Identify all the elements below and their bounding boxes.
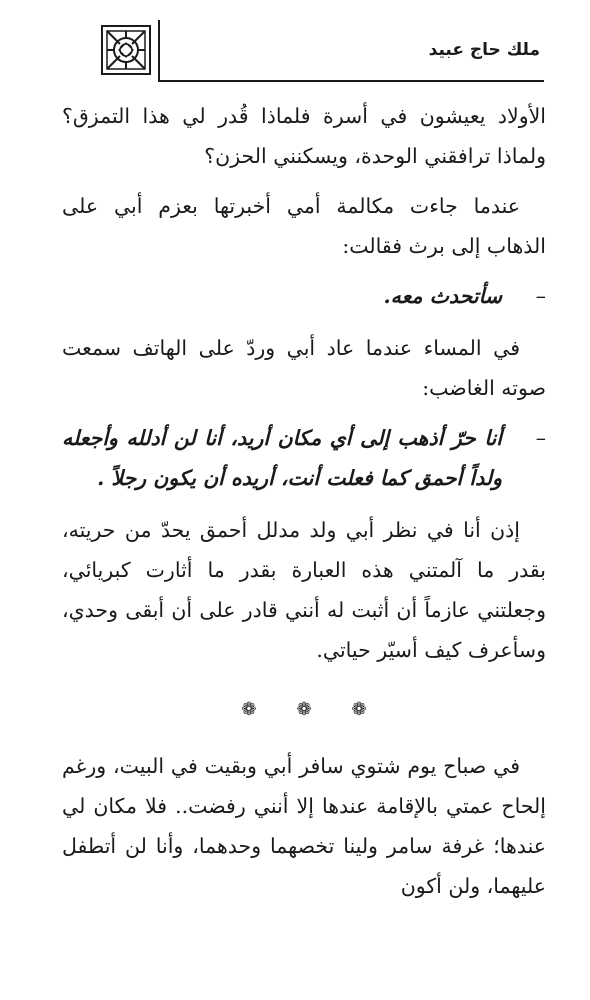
page-body (62, 96, 546, 916)
paragraph-1: الأولاد يعيشون في أسرة فلماذا قُدر لي هذا التمزق؟ ولماذا ترافقني الوحدة، ويسكنني الحزن؟ (62, 104, 546, 168)
dialogue-line-2 (62, 418, 546, 498)
header-vertical-rule (158, 20, 160, 82)
paragraph-2: عندما جاءت مكالمة أمي أخبرتها بعزم أبي على الذهاب إلى برث فقالت: (62, 194, 546, 258)
dialogue-line-1 (62, 276, 546, 316)
paragraph-3: في المساء عندما عاد أبي وردّ على الهاتف سمعت صوته الغاضب: (62, 336, 546, 400)
header-horizontal-rule (158, 80, 544, 82)
flower-ornament-icon: ❁ (351, 699, 367, 720)
knot-ornament-icon (100, 24, 152, 76)
page-header (0, 0, 590, 90)
dialogue-dash: – (535, 426, 546, 450)
running-head-author: ملك حاج عبيد (428, 40, 540, 60)
section-separator (62, 698, 546, 722)
paragraph-5: في صباح يوم شتوي سافر أبي وبقيت في البيت، ورغم إلحاح عمتي بالإقامة عندها إلا أنني رفضت.. فلا مكان لي عندها؛ غرفة سامر ولينا تخصهما وحدهما، وأنا لن أتطفل عليهما، ولن أكون (62, 754, 546, 898)
dialogue-text-2: أنا حرّ أذهب إلى أي مكان أريد، أنا لن أدلله وأجعله ولداً أحمق كما فعلت أنت، أريده أن يكون رجلاً . (62, 426, 502, 490)
dialogue-text-1: سأتحدث معه. (383, 284, 502, 308)
dialogue-dash: – (535, 284, 546, 308)
flower-ornament-icon: ❁ (296, 699, 312, 720)
flower-ornament-icon: ❁ (241, 699, 257, 720)
paragraph-4: إذن أنا في نظر أبي ولد مدلل أحمق يحدّ من حريته، بقدر ما آلمتني هذه العبارة بقدر ما أثارت كبريائي، وجعلتني عازماً أن أثبت له أنني قادر على أن أبقى وحدي، وسأعرف كيف أسيّر حياتي. (62, 518, 546, 662)
